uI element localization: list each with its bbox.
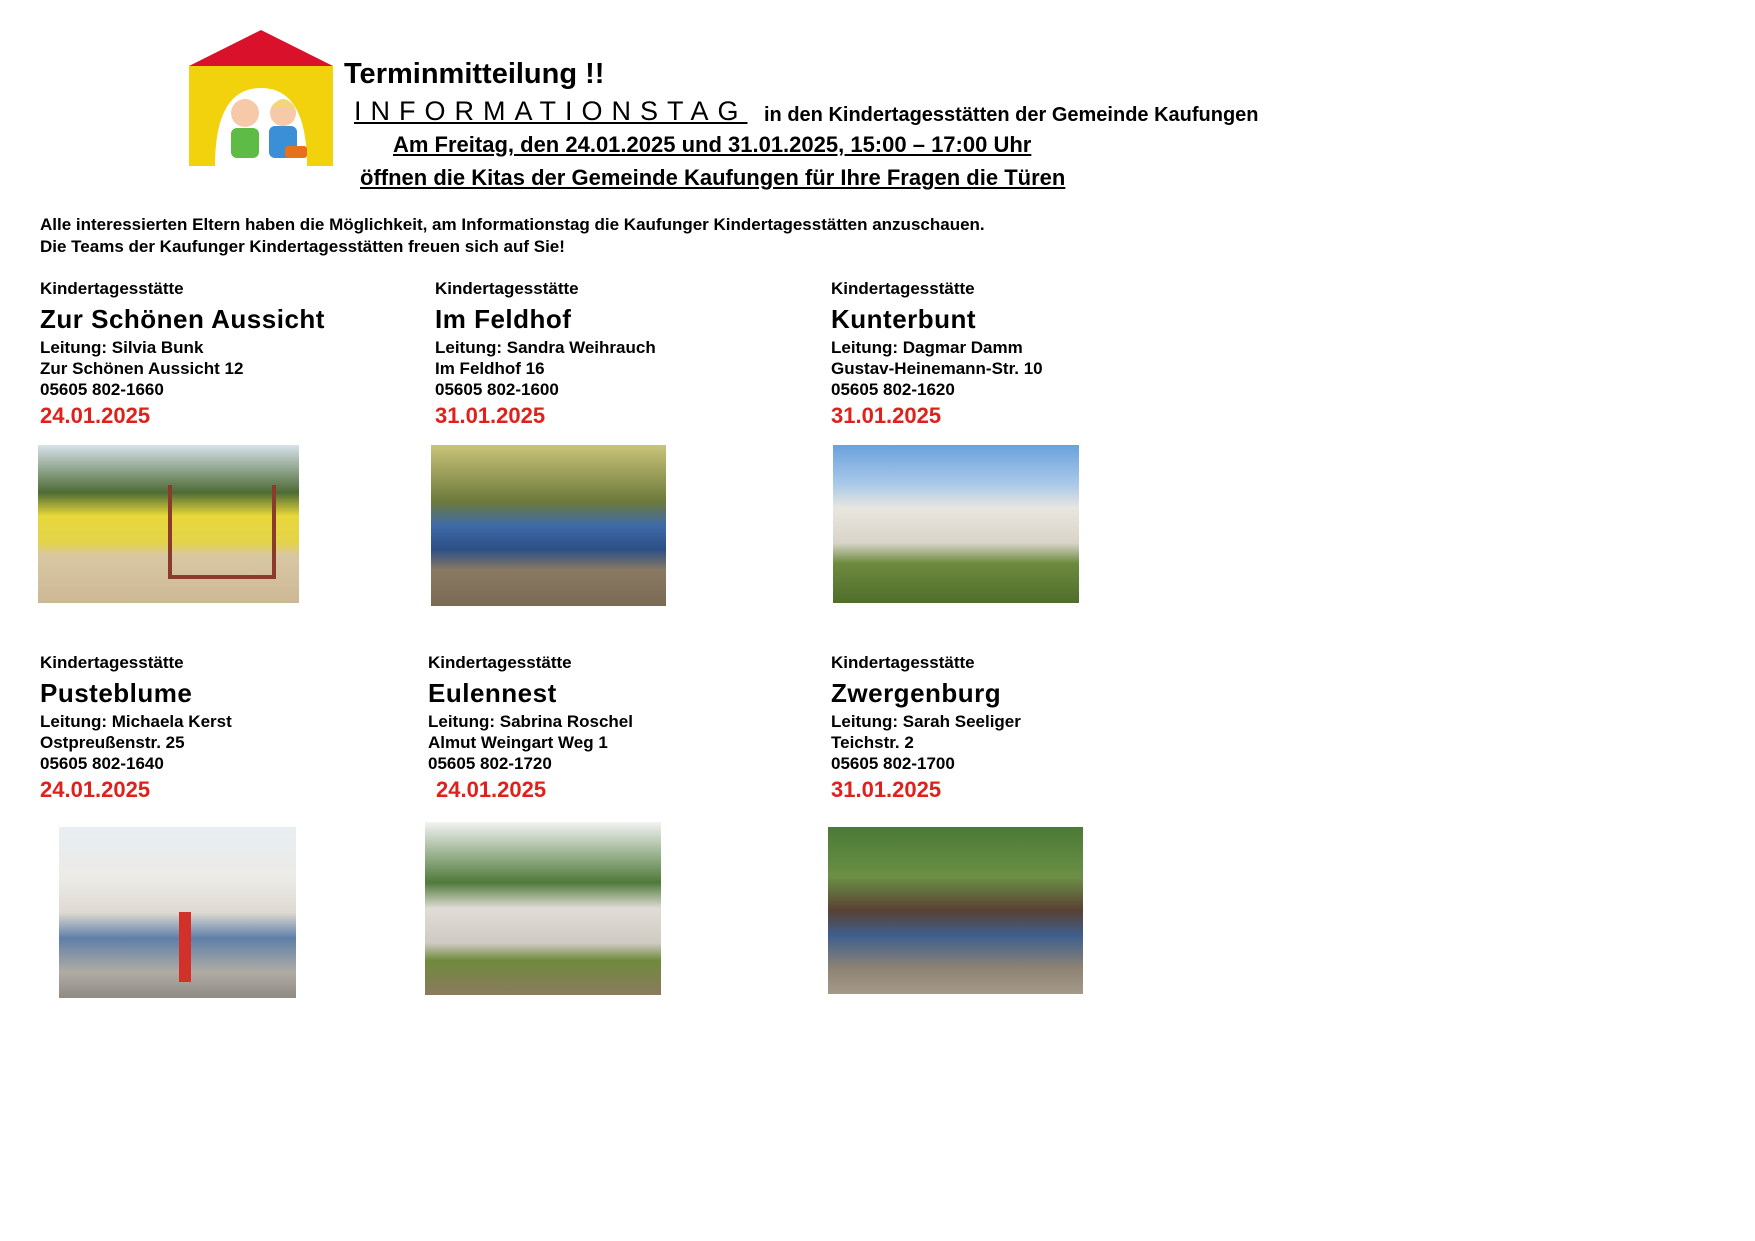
kita-label: Kindertagesstätte — [435, 279, 579, 298]
page-title: Terminmitteilung !! — [344, 58, 605, 90]
photo-pusteblume — [59, 827, 296, 998]
kita-card — [831, 279, 1211, 429]
event-date-line: Am Freitag, den 24.01.2025 und 31.01.2025, 15:00 – 17:00 Uhr — [393, 132, 1032, 157]
kita-name: Pusteblume — [40, 678, 193, 708]
kita-name: Eulennest — [428, 678, 557, 708]
kita-phone: 05605 802-1620 — [831, 380, 955, 399]
kita-card — [435, 279, 815, 429]
kita-leitung: Leitung: Sabrina Roschel — [428, 712, 633, 731]
kita-date: 31.01.2025 — [435, 403, 546, 428]
kita-label: Kindertagesstätte — [831, 653, 975, 672]
photo-kunterbunt — [833, 445, 1079, 603]
kita-name: Kunterbunt — [831, 304, 977, 334]
kita-label: Kindertagesstätte — [428, 653, 572, 672]
kita-date: 24.01.2025 — [40, 403, 151, 428]
kita-address: Almut Weingart Weg 1 — [428, 733, 608, 752]
kita-name: Zur Schönen Aussicht — [40, 304, 325, 334]
intro-line-2: Die Teams der Kaufunger Kindertagesstätten freuen sich auf Sie! — [40, 237, 565, 256]
intro-line-1: Alle interessierten Eltern haben die Möglichkeit, am Informationstag die Kaufunger Kindertagesstätten anzuschauen. — [40, 215, 985, 234]
kita-leitung: Leitung: Sarah Seeliger — [831, 712, 1021, 731]
kita-phone: 05605 802-1660 — [40, 380, 164, 399]
event-suffix: in den Kindertagesstätten der Gemeinde Kaufungen — [764, 104, 1259, 126]
kita-phone: 05605 802-1700 — [831, 754, 955, 773]
kita-card — [40, 653, 420, 803]
kita-date: 24.01.2025 — [40, 777, 151, 802]
kita-label: Kindertagesstätte — [831, 279, 975, 298]
kita-date: 31.01.2025 — [831, 403, 942, 428]
kita-date: 24.01.2025 — [436, 777, 547, 802]
kita-address: Zur Schönen Aussicht 12 — [40, 359, 244, 378]
photo-zur-schoenen-aussicht — [38, 445, 299, 603]
kita-phone: 05605 802-1600 — [435, 380, 559, 399]
kita-logo — [185, 28, 337, 168]
kita-phone: 05605 802-1720 — [428, 754, 552, 773]
kita-phone: 05605 802-1640 — [40, 754, 164, 773]
kita-name: Im Feldhof — [435, 304, 572, 334]
intro-text — [40, 214, 985, 258]
kita-card — [831, 653, 1211, 803]
photo-im-feldhof — [431, 445, 666, 606]
kita-address: Gustav-Heinemann-Str. 10 — [831, 359, 1043, 378]
kita-name: Zwergenburg — [831, 678, 1002, 708]
kita-leitung: Leitung: Michaela Kerst — [40, 712, 232, 731]
kita-address: Ostpreußenstr. 25 — [40, 733, 185, 752]
kita-card — [40, 279, 420, 429]
kita-card — [428, 653, 808, 803]
kita-leitung: Leitung: Dagmar Damm — [831, 338, 1023, 357]
kita-date: 31.01.2025 — [831, 777, 942, 802]
kita-label: Kindertagesstätte — [40, 279, 184, 298]
event-title: INFORMATIONSTAG — [354, 96, 748, 126]
kita-address: Im Feldhof 16 — [435, 359, 545, 378]
kita-leitung: Leitung: Sandra Weihrauch — [435, 338, 656, 357]
kita-label: Kindertagesstätte — [40, 653, 184, 672]
photo-eulennest — [425, 822, 661, 995]
photo-zwergenburg — [828, 827, 1083, 994]
kita-leitung: Leitung: Silvia Bunk — [40, 338, 204, 357]
event-subtitle: öffnen die Kitas der Gemeinde Kaufungen für Ihre Fragen die Türen — [360, 165, 1066, 190]
kita-address: Teichstr. 2 — [831, 733, 914, 752]
